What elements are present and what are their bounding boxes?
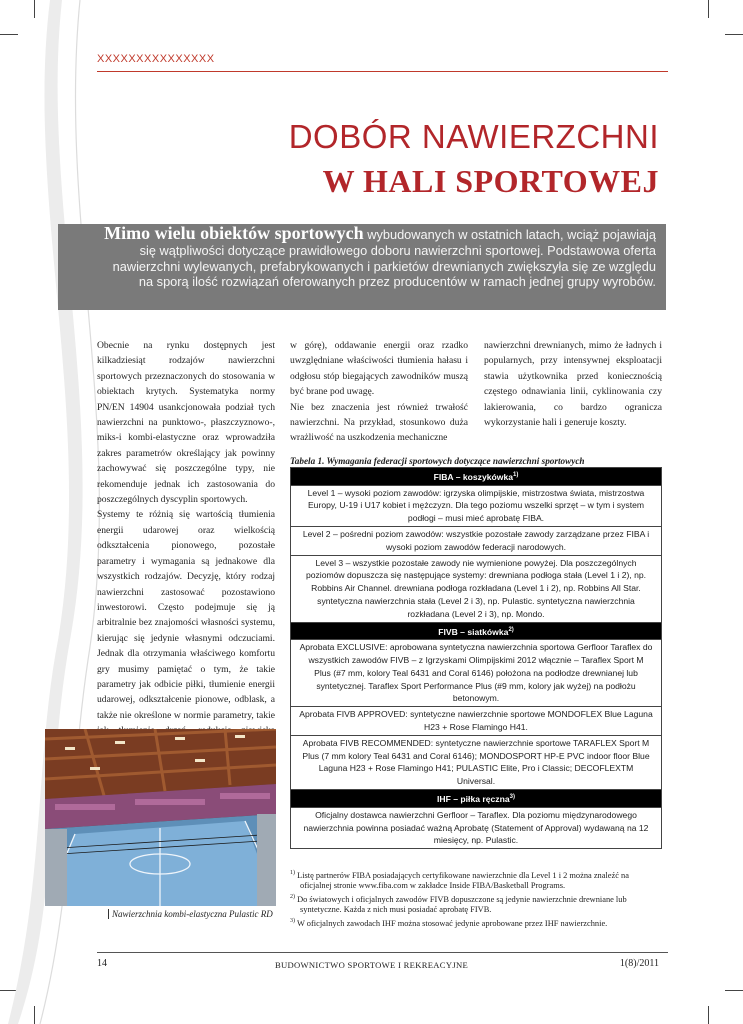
- table-header-ihf: IHF – piłka ręczna$^{3)}$: [291, 790, 662, 808]
- table-cell: Level 3 – wszystkie pozostałe zawody nie wymienione powyżej. Dla poszczególnych poziomów dopuszcza się następujące systemy: drewniana podłoga stała (Level 1 i 2), np. Robbins Air Channel. drewniana podłoga rozkładana (Level 1 i 2), np. Robbins All Star. syntetyczna nawierzchnia stała (Level 2 i 3), np. Pulastic. syntetyczna nawierzchnia rozkładana (Level 2 i 3), np. Mondo.: [291, 555, 662, 622]
- table-header-fivb: FIVB – siatkówka$^{2)}$: [291, 622, 662, 640]
- photo-caption: Nawierzchnia kombi-elastyczna Pulastic RD: [108, 909, 273, 919]
- page-title: DOBÓR NAWIERZCHNI: [288, 118, 659, 155]
- table-row: [291, 622, 662, 640]
- table-cell: Oficjalny dostawca nawierzchni Gerfloor – Taraflex. Dla poziomu międzynarodowego nawierzchnia powinna posiadać ważną Aprobatę (Statement of Approval) wydawaną na 12 miesięcy, np. Pulastic.: [291, 807, 662, 848]
- header-rule: [97, 71, 668, 72]
- table-header-fiba: FIBA – koszykówka$^{1)}$: [291, 468, 662, 486]
- footnote: $^{3)}$ W oficjalnych zawodach IHF można stosować jedynie aprobowane przez IHF nawierzchnie.: [290, 917, 608, 928]
- table-row: [291, 735, 662, 789]
- paragraph: nawierzchni drewnianych, mimo że ładnych i popularnych, przy intensywnej eksploatacji stawia użytkownika przed koniecznością częstego odnawiania linii, cyklinowania czy lakierowania, co bardzo ogranicza wykorzystanie hali i generuje koszty.: [484, 340, 662, 429]
- lead-paragraph: [100, 223, 656, 290]
- footer-rule: [97, 952, 668, 953]
- paragraph: Systemy te różnią się wartością tłumienia energii udarowej oraz wielkością odkształcenia pionowego, pozostałe parametry i wymagania są jednakowe dla wszystkich rodzajów. Decyzję, który rodzaj nawierzchni zastosować pozostawiono inwestorowi. Często podejmuje się ją arbitralnie bez znajomości własności systemu, kierując się jedynie własnymi odczuciami. Jednak dla otrzymania właściwego komfortu gry musimy pamiętać o tym, że takie parametry jak odbicie piłki, tłumienie energii udarowej, odkształcenie pionowe, odblask, a także nie określone w normie parametry, takie: [97, 509, 275, 721]
- page-subtitle: W HALI SPORTOWEJ: [322, 163, 659, 199]
- paragraph: Nie bez znaczenia jest również trwałość nawierzchni. Na przykład, stosunkowo duża wrażliwość na uszkodzenia mechaniczne: [290, 401, 468, 444]
- body-column-2: [290, 338, 468, 446]
- section-tag: XXXXXXXXXXXXXXX: [97, 53, 215, 65]
- paragraph: w górę), oddawanie energii oraz rzadko uwzględniane właściwości tłumienia hałasu i odgłosu stóp biegających zawodników muszą być brane pod uwagę.: [290, 340, 468, 398]
- table-cell: Level 2 – pośredni poziom zawodów: wszystkie pozostałe zawody zarządzane przez FIBA i wysoki poziom zawodów federacji narodowych.: [291, 527, 662, 556]
- body-column-3: [484, 338, 662, 430]
- journal-name: BUDOWNICTWO SPORTOWE I REKREACYJNE: [274, 960, 469, 970]
- table-row: [291, 468, 662, 486]
- table-row: [291, 807, 662, 848]
- table-row: [291, 707, 662, 736]
- table-row: [291, 790, 662, 808]
- paragraph: Obecnie na rynku dostępnych jest kilkadziesiąt rodzajów nawierzchni sportowych przeznaczonych do stosowania w obiektach krytych. Systematyka normy PN/EN 14904 usankcjonowała podział tych nawierzchni na punktowo-, płaszczyznowo-, miks-i kombi-elastyczne oraz wprowadziła zakres parametrów określający jak powinny zachowywać się poszczególne typy, nie rekomenduje jednak ich zastosowania do poszczególnych dyscyplin sportowych.: [97, 340, 275, 506]
- table-row: [291, 640, 662, 707]
- table-row: [291, 527, 662, 556]
- footnote: $^{2)}$ Do światowych i oficjalnych zawodów FIVB dopuszczone są jedynie nawierzchnie drewniane lub syntetyczne. Każda z nich musi posiadać aprobatę FIVB.: [290, 893, 627, 915]
- table-cell: Level 1 – wysoki poziom zawodów: igrzyska olimpijskie, mistrzostwa świata, mistrzostwa Europy, U-19 i U17 kobiet i mężczyzn. Dla tego poziomu wszelki sprzęt – w tym i system podłogi – musi mieć aprobatę FIBA.: [291, 485, 662, 526]
- table-cell: Aprobata FIVB APPROVED: syntetyczne nawierzchnie sportowe MONDOFLEX Blue Laguna H23 + Rose Flamingo H41.: [291, 707, 662, 736]
- table-title: Tabela 1. Wymagania federacji sportowych dotyczące nawierzchni sportowych: [290, 456, 585, 466]
- lead-rest: wybudowanych w ostatnich latach, wciąż pojawiają się wątpliwości dotyczące prawidłowego doboru nawierzchni sportowej. Podstawowa oferta nawierzchni wylewanych, prefabrykowanych i parkietów drewnianych zwiększyła się ze względu na sporą ilość rozwiązań oferowanych przez producentów w ramach jednej grupy wyrobów.: [112, 227, 656, 290]
- table-row: [291, 485, 662, 526]
- footnote: $^{1)}$ Listę partnerów FIBA posiadających certyfikowane nawierzchnie dla Level 1 i 2 można znaleźć na oficjalnej stronie www.fiba.com w zakładce Inside FIBA/Basketball Programs.: [290, 870, 629, 891]
- table-row: [291, 555, 662, 622]
- issue-number: 1(8)/2011: [619, 958, 659, 969]
- lead-bold: Mimo wielu obiektów sportowych: [104, 223, 364, 243]
- body-column-1: [97, 338, 275, 769]
- page-number: 14: [97, 958, 107, 969]
- footnotes: [290, 868, 662, 929]
- table-cell: Aprobata EXCLUSIVE: aprobowana syntetyczna nawierzchnia sportowa Gerfloor Taraflex do wszystkich zawodów FIVB – z Igrzyskami Olimpijskimi 2012 włącznie – Taraflex Sport M Plus (#7 mm, kolory Teal 6431 and Coral 6146) położona na podłodze drewnianej lub syntetycznej. Taraflex Sport Performance Plus (#9 mm, kolory jak wyżej) na podłożu betonowym.: [291, 640, 662, 707]
- sports-hall-photo: [45, 729, 276, 906]
- requirements-table: [290, 467, 662, 849]
- table-cell: Aprobata FIVB RECOMMENDED: syntetyczne nawierzchnie sportowe TARAFLEX Sport M Plus (7 mm kolory Teal 6431 and Coral 6146); MONDOSPORT HP-E PVC indoor floor Blue Laguna H23 + Rose Flamingo H41; PULASTIC Elite, Pro i Classic; DECOFLEXTM Universal.: [291, 735, 662, 789]
